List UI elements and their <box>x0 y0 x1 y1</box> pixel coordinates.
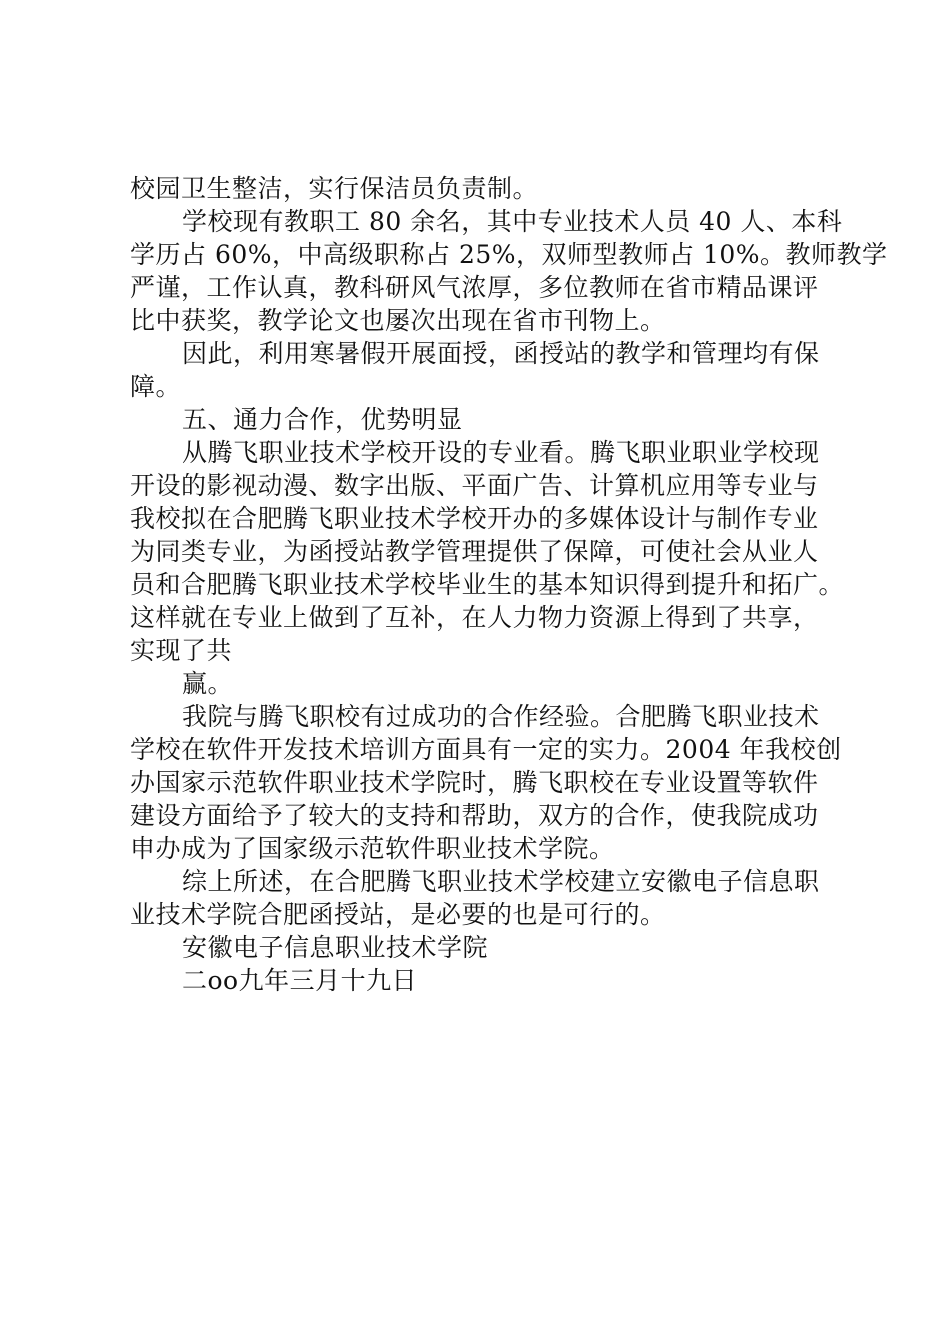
text-line: 建设方面给予了较大的支持和帮助，双方的合作，使我院成功 <box>130 801 819 830</box>
text-line: 赢。 <box>182 669 234 698</box>
document-body <box>130 172 888 997</box>
text-line: 为同类专业，为函授站教学管理提供了保障，可使社会从业人 <box>130 537 819 566</box>
text-line: 这样就在专业上做到了互补，在人力物力资源上得到了共享， <box>130 603 819 632</box>
text-line: 学校现有教职工 80 余名，其中专业技术人员 40 人、本科 <box>182 207 843 236</box>
text-line: 因此，利用寒暑假开展面授，函授站的教学和管理均有保 <box>182 339 820 368</box>
signature-date: 二oo九年三月十九日 <box>182 966 418 995</box>
text-line: 员和合肥腾飞职业技术学校毕业生的基本知识得到提升和拓广。 <box>130 570 845 599</box>
text-line: 障。 <box>130 372 182 401</box>
text-line: 比中获奖，教学论文也屡次出现在省市刊物上。 <box>130 306 666 335</box>
text-line: 我院与腾飞职校有过成功的合作经验。合肥腾飞职业技术 <box>182 702 820 731</box>
text-line: 严谨，工作认真，教科研风气浓厚，多位教师在省市精品课评 <box>130 273 819 302</box>
text-line: 我校拟在合肥腾飞职业技术学校开办的多媒体设计与制作专业 <box>130 504 819 533</box>
signature-organization: 安徽电子信息职业技术学院 <box>182 933 489 962</box>
text-line: 申办成为了国家级示范软件职业技术学院。 <box>130 834 615 863</box>
text-line: 业技术学院合肥函授站，是必要的也是可行的。 <box>130 900 666 929</box>
text-line: 从腾飞职业技术学校开设的专业看。腾飞职业职业学校现 <box>182 438 820 467</box>
text-line: 学校在软件开发技术培训方面具有一定的实力。2004 年我校创 <box>130 735 842 764</box>
text-line: 开设的影视动漫、数字出版、平面广告、计算机应用等专业与 <box>130 471 819 500</box>
section-heading: 五、通力合作，优势明显 <box>182 405 463 434</box>
text-line: 办国家示范软件职业技术学院时，腾飞职校在专业设置等软件 <box>130 768 819 797</box>
text-line: 实现了共 <box>130 636 233 665</box>
text-line: 学历占 60%，中高级职称占 25%，双师型教师占 10%。教师教学 <box>130 240 888 269</box>
text-line: 校园卫生整洁，实行保洁员负责制。 <box>130 174 539 203</box>
text-line: 综上所述，在合肥腾飞职业技术学校建立安徽电子信息职 <box>182 867 820 896</box>
